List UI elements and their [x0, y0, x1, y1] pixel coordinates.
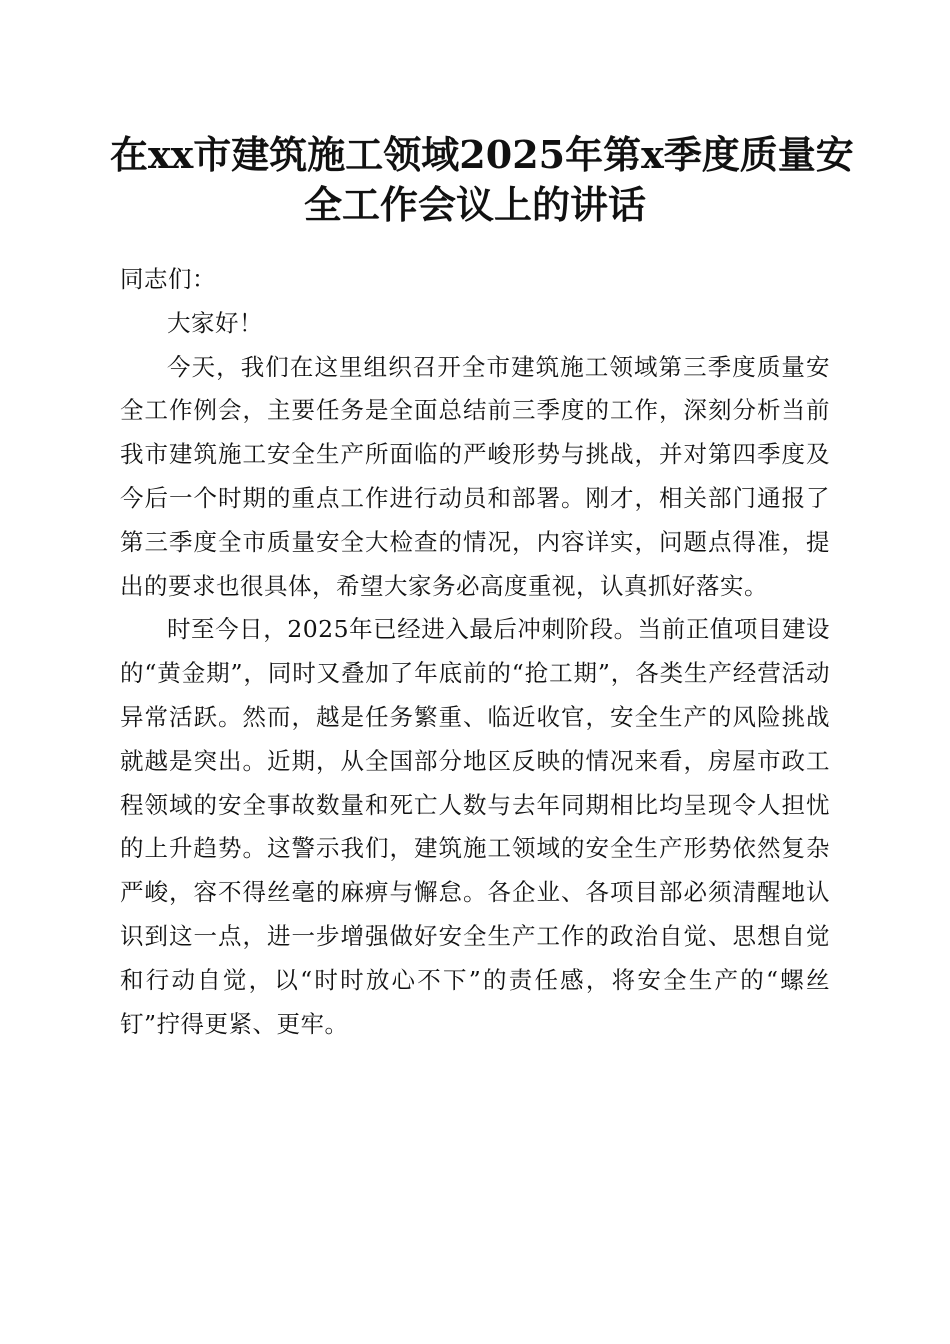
greeting: 大家好！ [167, 308, 263, 337]
speech-body [120, 258, 830, 1046]
title-line-1: 在xx市建筑施工领域2025年第x季度质量安 [110, 132, 854, 177]
page-title [110, 130, 854, 230]
salutation: 同志们： [120, 265, 216, 293]
paragraph-1: 今天，我们在这里组织召开全市建筑施工领域第三季度质量安全工作例会，主要任务是全面总结前三季度的工作，深刻分析当前我市建筑施工安全生产所面临的严峻形势与挑战，并对第四季度及今后一个时期的重点工作进行动员和部署。刚才，相关部门通报了第三季度全市质量安全大检查的情况，内容详实，问题点得准，提出的要求也很具体，希望大家务必高度重视，认真抓好落实。 [120, 352, 830, 600]
title-line-2: 全工作会议上的讲话 [303, 182, 646, 227]
paragraph-2: 时至今日，2025年已经进入最后冲刺阶段。当前正值项目建设的“黄金期”，同时又叠加了年底前的“抢工期”，各类生产经营活动异常活跃。然而，越是任务繁重、临近收官，安全生产的风险挑战就越是突出。近期，从全国部分地区反映的情况来看，房屋市政工程领域的安全事故数量和死亡人数与去年同期相比均呈现令人担忧的上升趋势。这警示我们，建筑施工领域的安全生产形势依然复杂严峻，容不得丝毫的麻痹与懈怠。各企业、各项目部必须清醒地认识到这一点，进一步增强做好安全生产工作的政治自觉、思想自觉和行动自觉，以“时时放心不下”的责任感，将安全生产的“螺丝钉”拧得更紧、更牢。 [120, 615, 830, 1038]
